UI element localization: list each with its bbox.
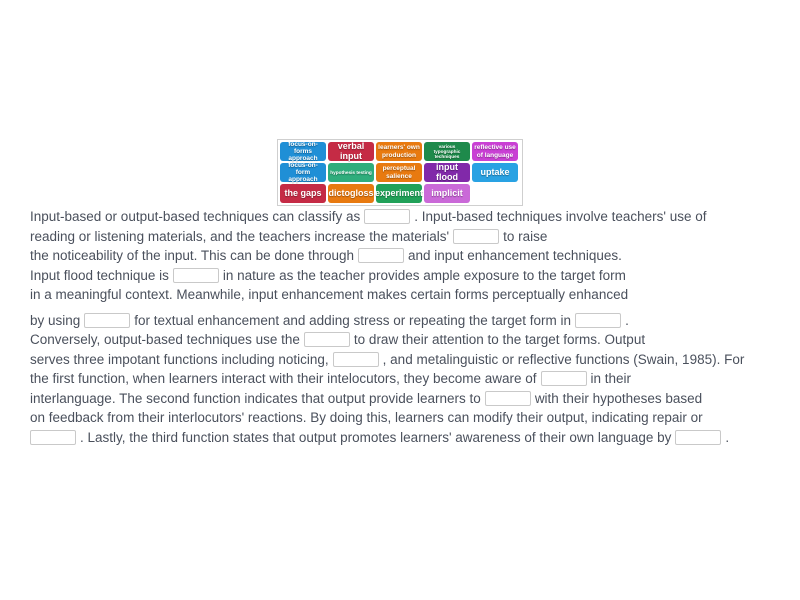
word-tile[interactable]: implicit <box>424 184 470 203</box>
word-tile[interactable]: learners' own production <box>376 142 422 161</box>
passage-text: . <box>625 312 629 328</box>
answer-blank[interactable] <box>453 229 499 244</box>
answer-blank[interactable] <box>575 313 621 328</box>
answer-blank[interactable] <box>675 430 721 445</box>
passage-text: . <box>725 429 730 445</box>
passage-text: the first function, when learners interact with their intelocutors, they become aware of <box>30 371 537 386</box>
word-tile[interactable]: verbal input <box>328 142 374 161</box>
passage <box>30 207 780 447</box>
passage-line <box>30 266 780 286</box>
answer-blank[interactable] <box>84 313 130 328</box>
word-tile[interactable]: focus-on-forms approach <box>280 142 326 161</box>
passage-text: to raise <box>503 228 548 244</box>
word-tile[interactable]: perceptual salience <box>376 163 422 182</box>
answer-blank[interactable] <box>173 268 219 283</box>
passage-text: to draw their attention to the target forms. Output <box>353 332 646 347</box>
word-tile[interactable]: focus-on-form approach <box>280 163 326 182</box>
answer-blank[interactable] <box>30 430 76 445</box>
word-tile[interactable]: dictogloss <box>328 184 374 203</box>
passage-text: serves three impotant functions including noticing, <box>30 351 329 367</box>
answer-blank[interactable] <box>485 391 531 406</box>
passage-text: reading or listening materials, and the teachers increase the materials' <box>30 228 450 244</box>
passage-line <box>30 311 780 331</box>
passage-text: , and metalinguistic or reflective functions (Swain, 1985). For <box>382 351 745 367</box>
answer-blank[interactable] <box>364 209 410 224</box>
word-bank <box>277 139 523 206</box>
passage-line <box>30 207 780 227</box>
passage-text: for textual enhancement and adding stress or repeating the target form in <box>134 312 572 328</box>
word-tile[interactable]: the gaps <box>280 184 326 203</box>
answer-blank[interactable] <box>358 248 404 263</box>
passage-text: interlanguage. The second function indicates that output provide learners to <box>30 390 481 406</box>
passage-line <box>30 246 780 266</box>
passage-line <box>30 408 780 428</box>
passage-line <box>30 350 780 370</box>
word-tile[interactable]: uptake <box>472 163 518 182</box>
word-tile[interactable]: various typographic techniques <box>424 142 470 161</box>
passage-text: . Input-based techniques involve teachers' use of <box>414 209 707 224</box>
answer-blank[interactable] <box>541 371 587 386</box>
word-tile[interactable]: experiment <box>376 184 422 203</box>
passage-line <box>30 369 780 389</box>
passage-text: in nature as the teacher provides ample exposure to the target form <box>222 267 626 283</box>
answer-blank[interactable] <box>304 332 350 347</box>
passage-line <box>30 285 780 305</box>
passage-text: on feedback from their interlocutors' reactions. By doing this, learners can modify their output, indicating repair or <box>30 410 703 425</box>
passage-text: . Lastly, the third function states that output promotes learners' awareness of their own language by <box>80 429 672 445</box>
passage-text: Input-based or output-based techniques can classify as <box>30 209 361 224</box>
passage-text: the noticeability of the input. This can be done through <box>30 248 354 263</box>
passage-text: Input flood technique is <box>30 267 169 283</box>
word-tile[interactable]: hypothesis testing <box>328 163 374 182</box>
answer-blank[interactable] <box>333 352 379 367</box>
passage-text: with their hypotheses based <box>534 390 703 406</box>
passage-text: and input enhancement techniques. <box>407 248 622 263</box>
passage-text: in a meaningful context. Meanwhile, input enhancement makes certain forms perceptually enhanced <box>30 287 629 302</box>
passage-line <box>30 389 780 409</box>
paragraph <box>30 207 780 305</box>
word-tile[interactable]: input flood <box>424 163 470 182</box>
passage-text: by using <box>30 312 81 328</box>
passage-line <box>30 428 780 448</box>
passage-text: in their <box>590 371 632 386</box>
word-tile[interactable]: reflective use of language <box>472 142 518 161</box>
passage-text: Conversely, output-based techniques use the <box>30 332 300 347</box>
passage-line <box>30 330 780 350</box>
paragraph <box>30 311 780 448</box>
passage-line <box>30 227 780 247</box>
